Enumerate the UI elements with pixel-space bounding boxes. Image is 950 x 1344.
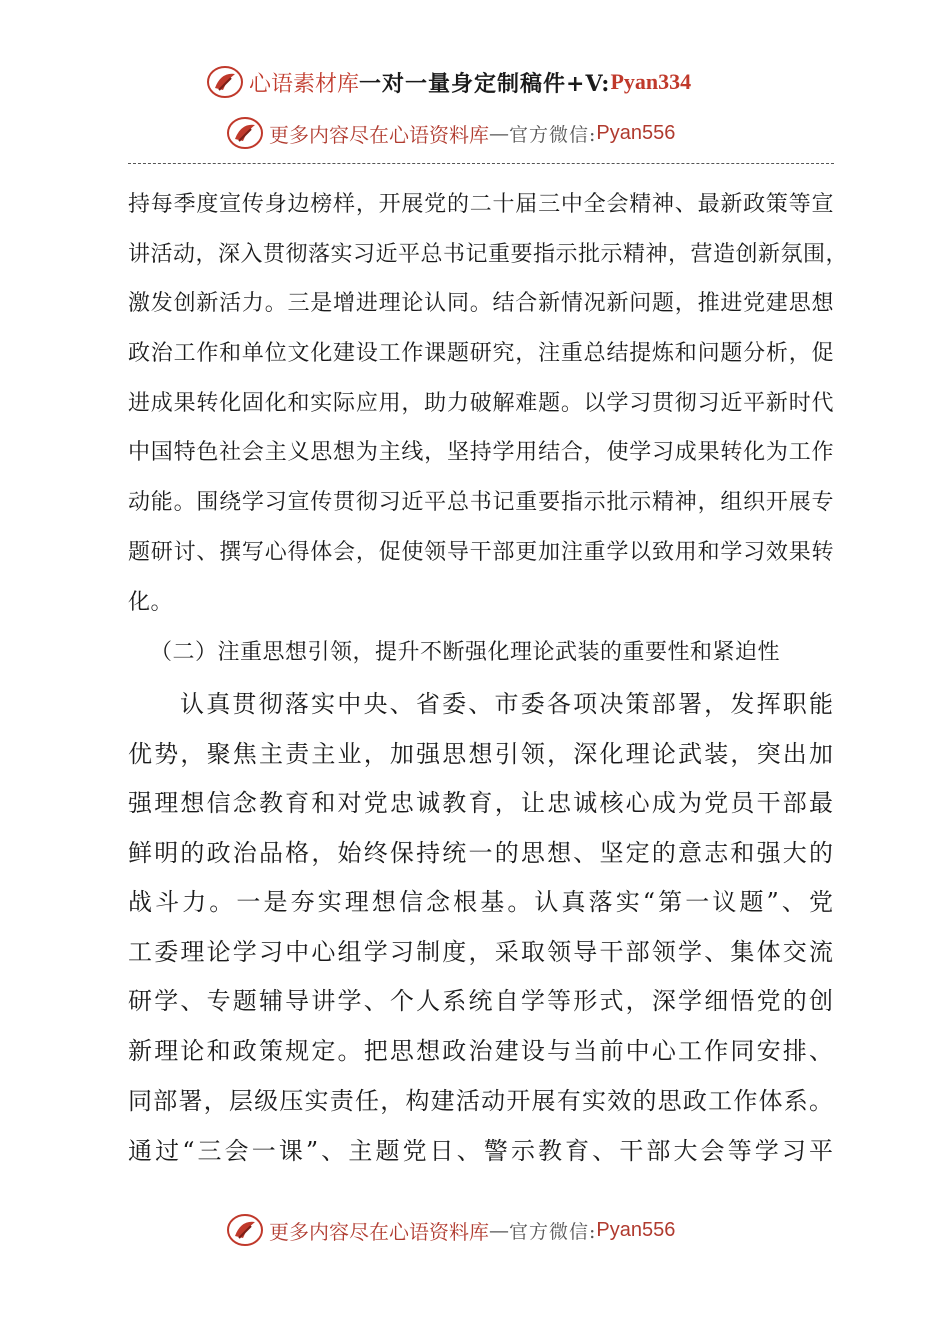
body-line: 强理想信念教育和对党忠诚教育，让忠诚核心成为党员干部最 (128, 789, 834, 817)
body-line: 讲活动，深入贯彻落实习近平总书记重要指示批示精神，营造创新氛围， (128, 242, 849, 267)
body-line: 优势，聚焦主责主业，加强思想引领，深化理论武装，突出加 (128, 740, 834, 768)
body-line: 鲜明的政治品格，始终保持统一的思想、坚定的意志和强大的 (128, 839, 834, 867)
body-line: 战斗力。一是夯实理想信念根基。认真落实“第一议题”、党 (128, 888, 834, 916)
body-line: 中国特色社会主义思想为主线，坚持学用结合，使学习成果转化为工作 (128, 440, 834, 465)
footer-wechat-id: Pyan556 (596, 1218, 676, 1241)
body-line: 持每季度宣传身边榜样，开展党的二十届三中全会精神、最新政策等宣 (128, 192, 834, 217)
header-official-label: 官方微信: (509, 123, 597, 146)
brand-name: 心语素材库 (249, 71, 360, 97)
section-heading: （二）注重思想引领，提升不断强化理论武装的重要性和紧迫性 (150, 640, 781, 665)
header-subline (225, 113, 675, 153)
header-banner (205, 62, 691, 102)
body-line: 化。 (128, 590, 174, 615)
header-dash: — (489, 121, 509, 145)
brand-logo-icon (205, 64, 245, 100)
footer-dash: — (489, 1218, 509, 1242)
body-line: 研学、专题辅导讲学、个人系统自学等形式，深学细悟党的创 (128, 987, 834, 1015)
brand-logo-icon (225, 1212, 265, 1248)
body-line: 认真贯彻落实中央、省委、市委各项决策部署，发挥职能 (180, 690, 834, 718)
brand-logo-icon (225, 115, 265, 151)
header-contact: Pyan334 (610, 69, 692, 94)
footer-official-label: 官方微信: (509, 1220, 597, 1243)
body-line: 通过“三会一课”、主题党日、警示教育、干部大会等学习平 (128, 1137, 834, 1165)
footer-banner (225, 1210, 675, 1250)
header-slogan: 一对一量身定制稿件+V: (359, 70, 611, 97)
body-line: 进成果转化固化和实际应用，助力破解难题。以学习贯彻习近平新时代 (128, 391, 834, 416)
footer-more-text: 更多内容尽在心语资料库 (269, 1219, 489, 1244)
body-line: 新理论和政策规定。把思想政治建设与当前中心工作同安排、 (128, 1037, 834, 1065)
header-wechat-id: Pyan556 (596, 121, 676, 144)
header-divider (128, 163, 834, 164)
body-line: 同部署，层级压实责任，构建活动开展有实效的思政工作体系。 (128, 1087, 834, 1115)
body-line: 政治工作和单位文化建设工作课题研究，注重总结提炼和问题分析，促 (128, 341, 834, 366)
body-line: 动能。围绕学习宣传贯彻习近平总书记重要指示批示精神，组织开展专 (128, 490, 834, 515)
body-line: 激发创新活力。三是增进理论认同。结合新情况新问题，推进党建思想 (128, 291, 834, 316)
body-line: 工委理论学习中心组学习制度，采取领导干部领学、集体交流 (128, 938, 834, 966)
body-line: 题研讨、撰写心得体会，促使领导干部更加注重学以致用和学习效果转 (128, 540, 834, 565)
header-more-text: 更多内容尽在心语资料库 (269, 122, 489, 147)
